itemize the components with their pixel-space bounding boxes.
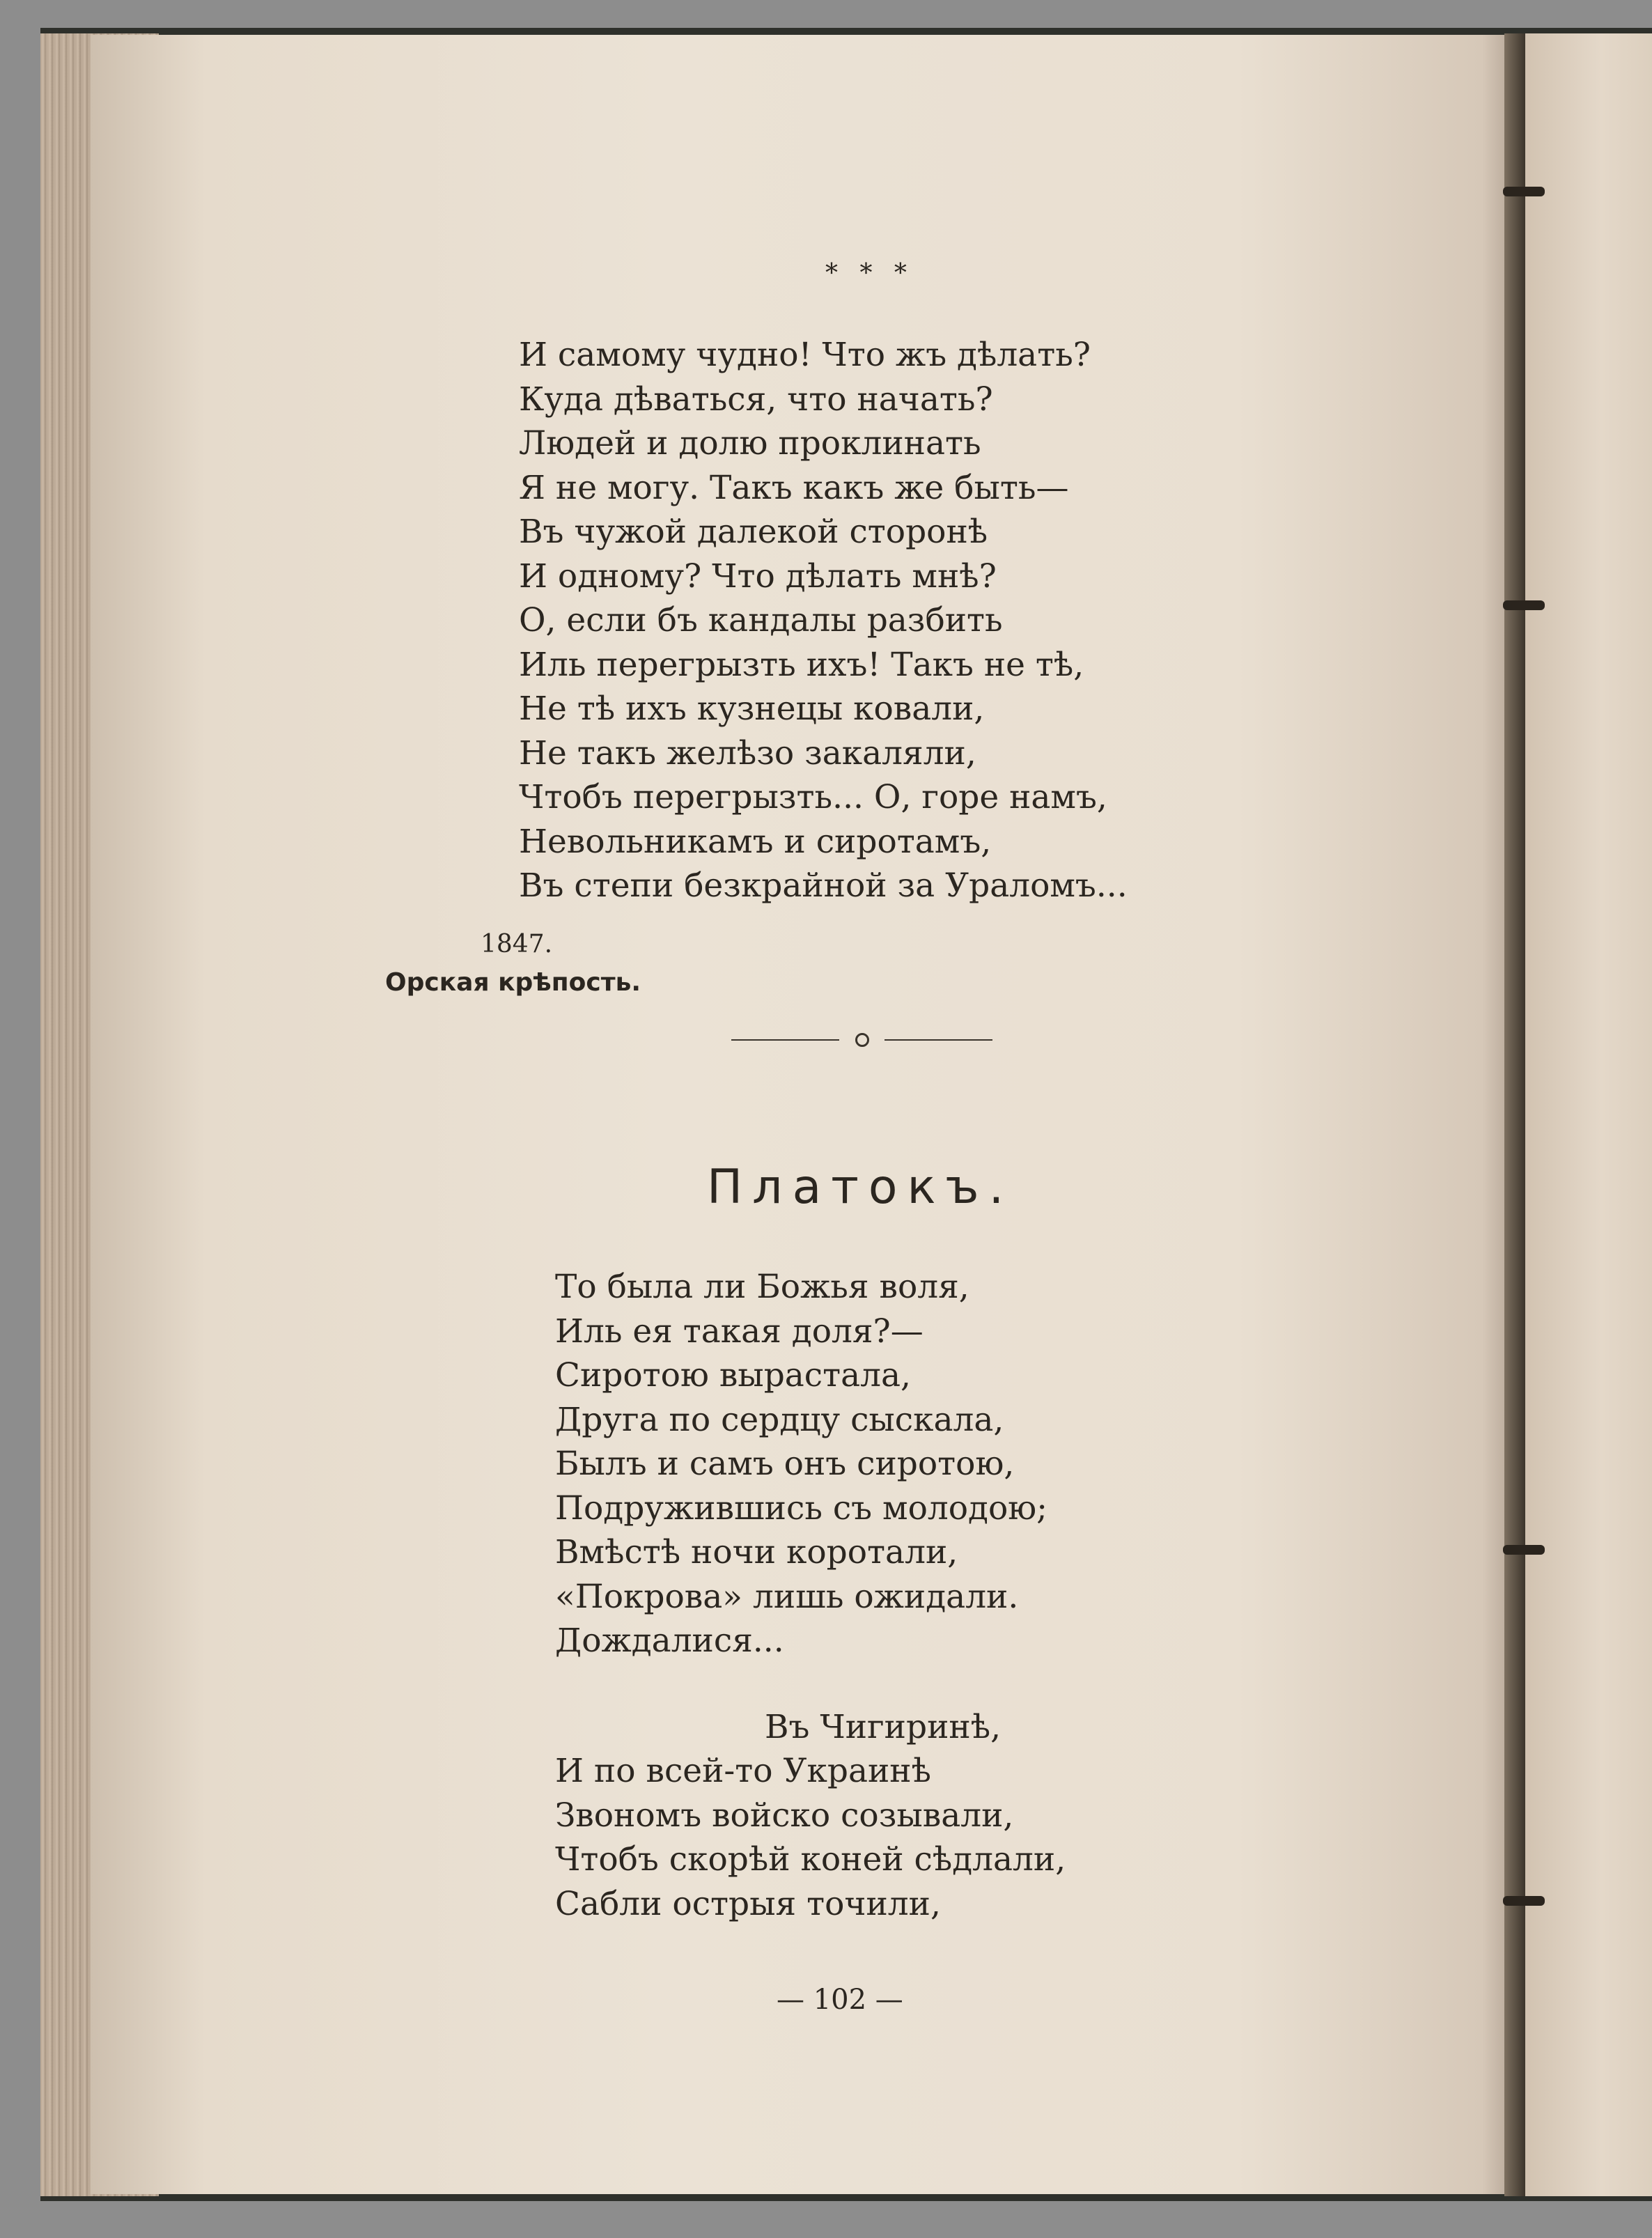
verse-line: Звономъ войско созывали, [555,1796,1014,1835]
verse-line: Иль ея такая доля?— [555,1312,924,1351]
verse-line: Дождалися... [555,1622,784,1660]
verse-line: И самому чудно! Что жъ дѣлать? [519,336,1091,374]
section-stars: * * * [825,259,914,288]
verse-line: Былъ и самъ онъ сиротою, [555,1445,1015,1483]
verse-line: Вмѣстѣ ночи коротали, [555,1533,958,1571]
binding-stitch [1503,1896,1545,1906]
binding-stitch [1503,600,1545,610]
poem-2-title: Платокъ. [707,1160,1014,1215]
verse-line: Сабли острыя точили, [555,1884,941,1923]
verse-line: Друга по сердцу сыскала, [555,1400,1004,1439]
verse-line: Людей и долю проклинать [519,424,981,463]
divider-line-right [885,1039,992,1041]
verse-line: Не тѣ ихъ кузнецы ковали, [519,690,985,728]
page-number: — 102 — [777,1984,903,2016]
verse-line: Въ степи безкрайной за Ураломъ... [519,867,1128,905]
verse-line: О, если бъ кандалы разбить [519,601,1003,639]
binding-stitch [1503,1545,1545,1555]
poem-1-place: Орская крѣпость. [385,968,641,997]
facing-page-edge [1525,33,1652,2196]
verse-line: «Покрова» лишь ожидали. [555,1577,1019,1616]
verse-line: Не такъ желѣзо закаляли, [519,733,976,772]
verse-line: Въ чужой далекой сторонѣ [519,513,988,551]
verse-line: И одному? Что дѣлать мнѣ? [519,557,997,596]
book-gutter [1504,33,1525,2196]
poem-2-stanza-2-first-line: Въ Чигиринѣ, [765,1708,1002,1746]
binding-stitch [1503,187,1545,196]
verse-line: Чтобъ перегрызть... О, горе намъ, [519,778,1107,816]
poem-2-stanza-2 [555,1749,1066,1926]
verse-line: Подружившись съ молодою; [555,1489,1048,1528]
verse-line: И по всей-то Украинѣ [555,1752,931,1790]
verse-line: То была ли Божья воля, [555,1268,969,1306]
verse-line: Иль перегрызть ихъ! Такъ не тѣ, [519,645,1084,684]
verse-line: Чтобъ скорѣй коней сѣдлали, [555,1840,1066,1879]
poem-1-date: 1847. [481,930,553,958]
verse-line: Невольникамъ и сиротамъ, [519,822,992,861]
verse-line: Сиротою вырастала, [555,1356,911,1394]
poem-2-stanza-1 [555,1265,1047,1663]
divider-ornament [855,1033,869,1047]
poem-1-text [519,333,1128,908]
verse-line: Куда дѣваться, что начать? [519,380,993,419]
divider-line-left [731,1039,839,1041]
verse-line: Я не могу. Такъ какъ же быть— [519,468,1069,507]
